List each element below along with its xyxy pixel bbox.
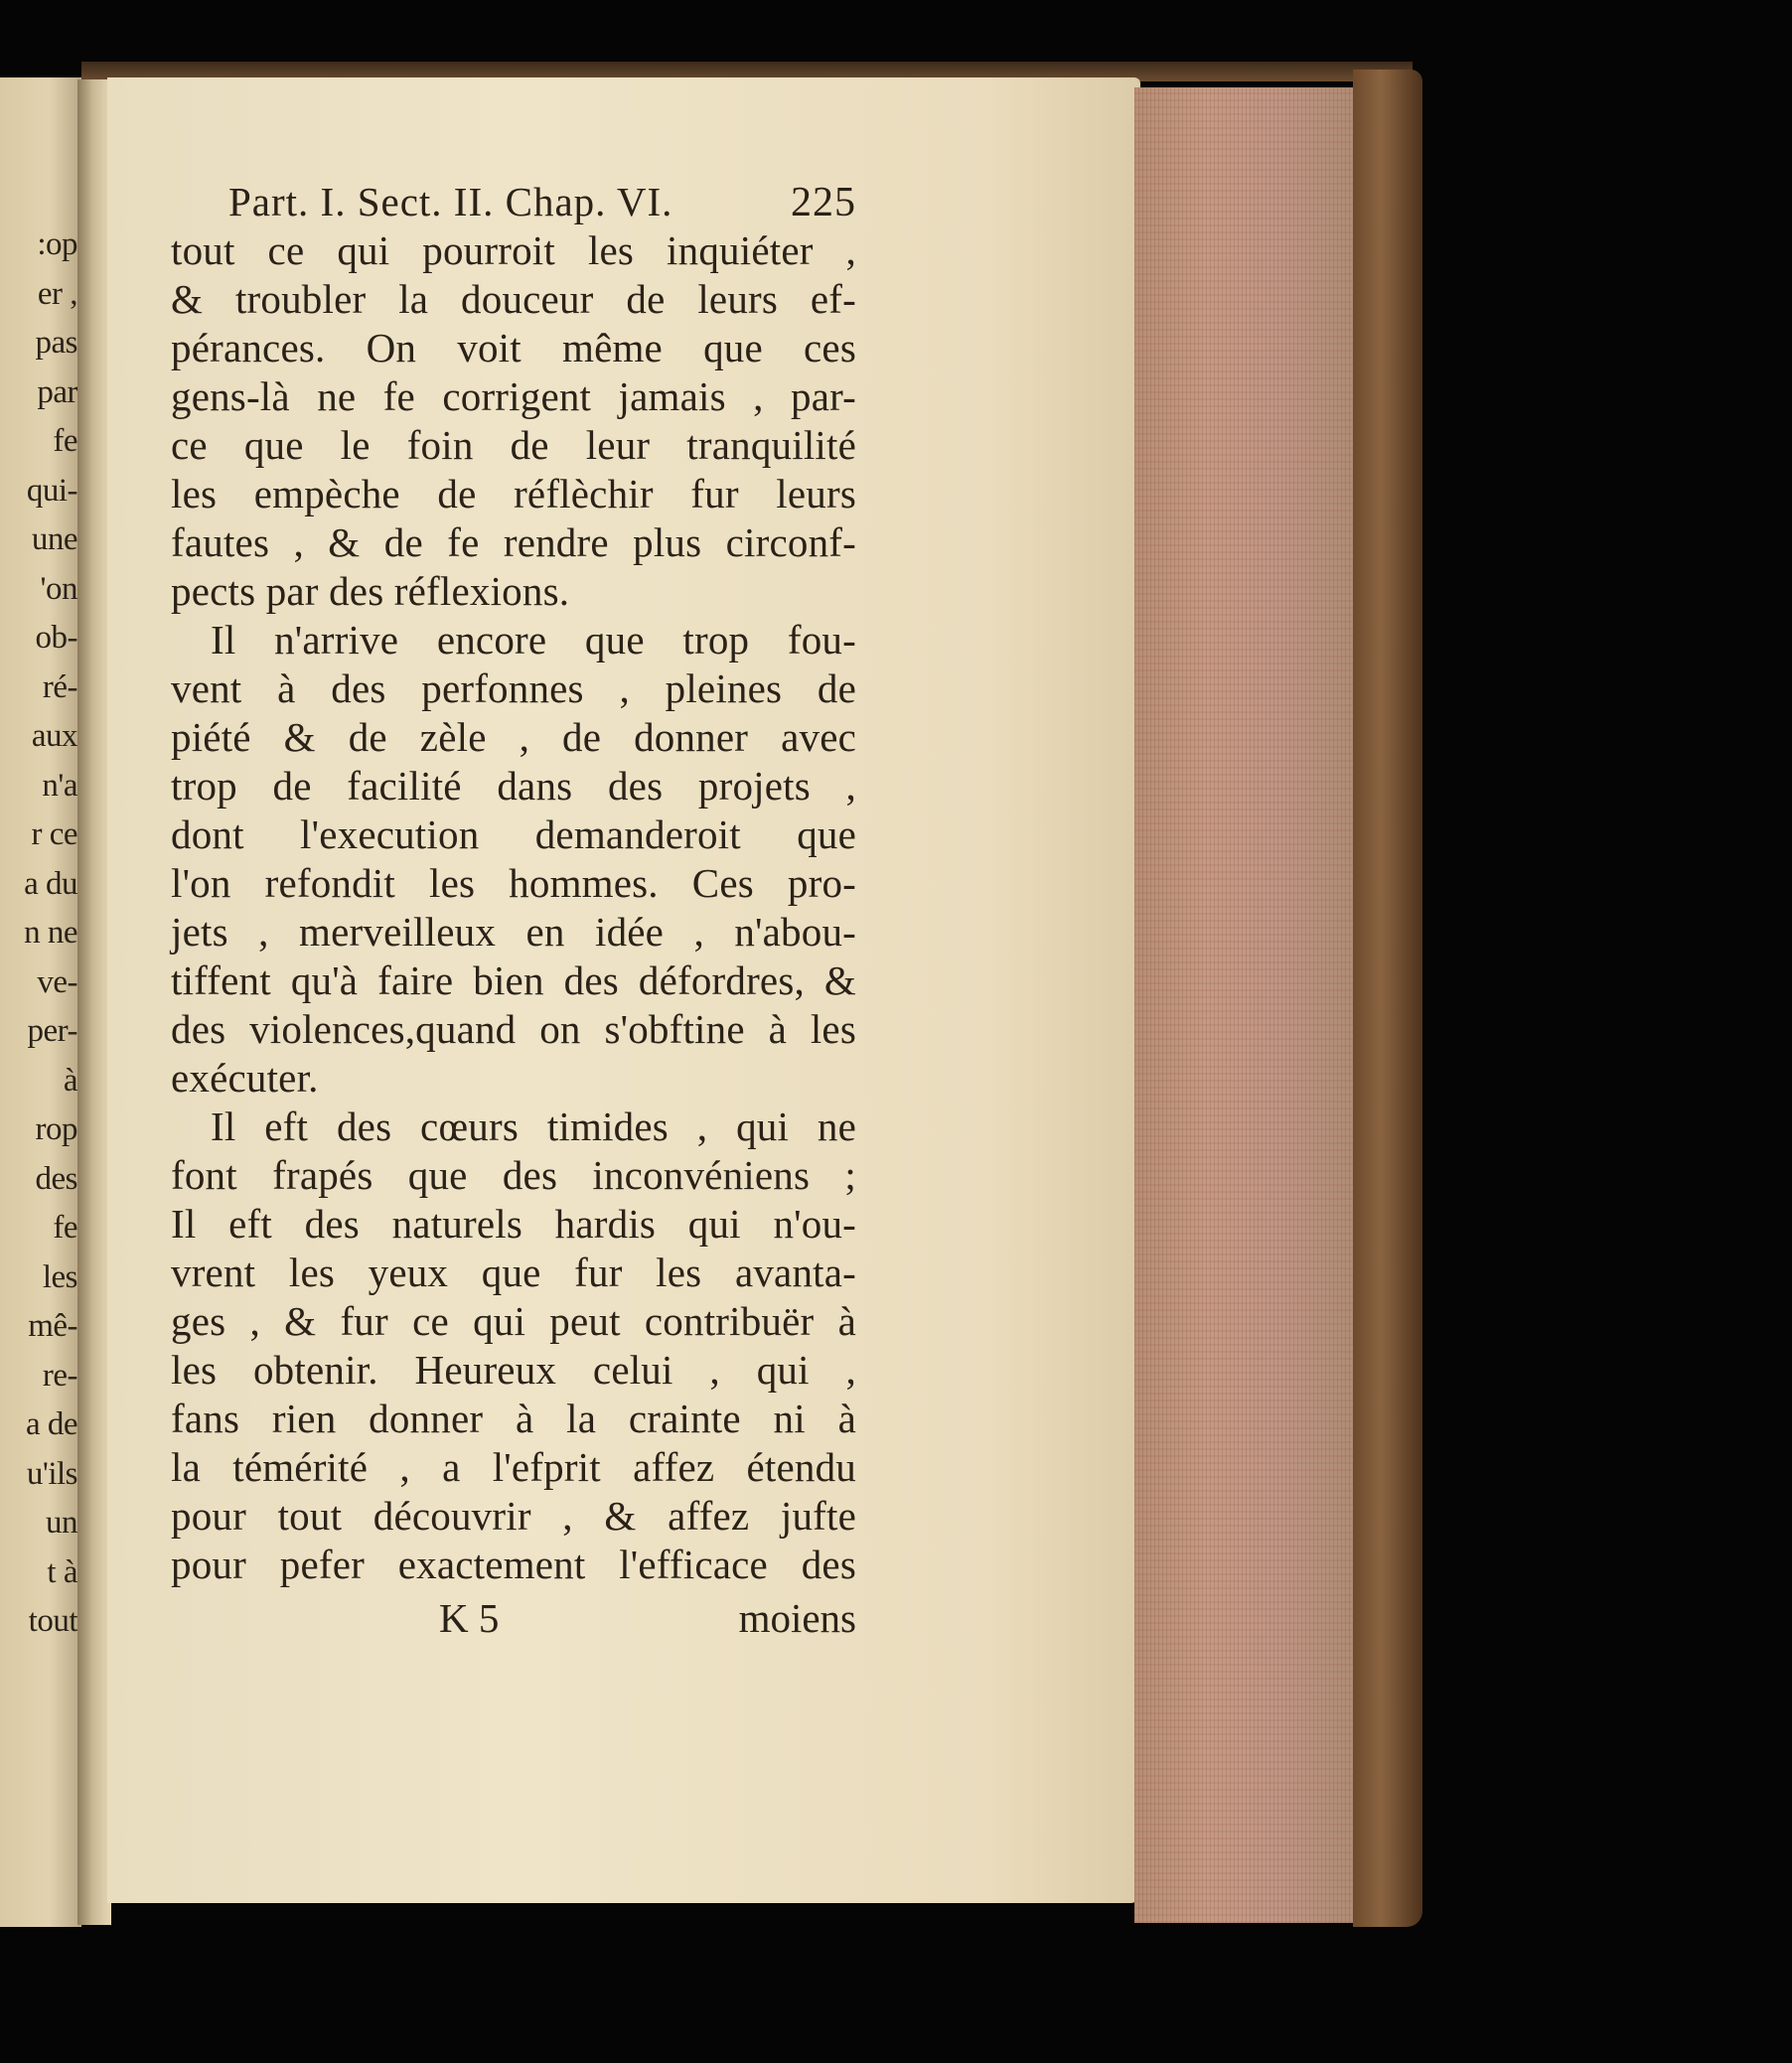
- text-line: fautes , & de fe rendre plus circonf-: [171, 519, 856, 565]
- facing-page-line-fragment: r ce: [31, 816, 77, 852]
- facing-page-line-fragment: u'ils: [26, 1455, 77, 1492]
- text-line: gens-là ne fe corrigent jamais , par-: [171, 373, 856, 419]
- text-line: pects par des réflexions.: [171, 568, 570, 614]
- text-line: piété & de zèle , de donner avec: [171, 714, 856, 760]
- facing-page-line-fragment: les: [42, 1258, 77, 1295]
- text-line: fans rien donner à la crainte ni à: [171, 1396, 856, 1441]
- text-line: trop de facilité dans des projets ,: [171, 763, 856, 809]
- text-line: & troubler la douceur de leurs ef-: [171, 276, 856, 322]
- facing-page-line-fragment: tout: [28, 1603, 77, 1639]
- text-line: jets , merveilleux en idée , n'abou-: [171, 909, 856, 955]
- text-line: tiffent qu'à faire bien des défordres, &: [171, 958, 856, 1003]
- text-line: ges , & fur ce qui peut contribuër à: [171, 1298, 856, 1344]
- text-line: dont l'execution demanderoit que: [171, 811, 856, 857]
- facing-page-line-fragment: aux: [31, 718, 77, 754]
- facing-page-line-fragment: fe: [53, 423, 77, 459]
- facing-page-line-fragment: n'a: [42, 767, 77, 804]
- text-line: vent à des perfonnes , pleines de: [171, 665, 856, 711]
- text-line: ce que le foin de leur tranquilité: [171, 422, 856, 468]
- facing-page-line-fragment: pas: [35, 325, 77, 361]
- facing-page-line-fragment: mê-: [28, 1308, 77, 1344]
- facing-page-line-fragment: n ne: [24, 915, 77, 951]
- gutter-shadow: [77, 79, 111, 1925]
- text-line: vrent les yeux que fur les avanta-: [171, 1250, 856, 1295]
- text-line: Il n'arrive encore que trop fou-: [211, 617, 856, 663]
- running-head: [171, 177, 856, 226]
- facing-page-line-fragment: 'on: [40, 570, 77, 607]
- book-cover-edge: [1353, 70, 1422, 1927]
- page-edges: [1134, 87, 1373, 1923]
- facing-page-line-fragment: :op: [37, 226, 77, 262]
- text-line: pour tout découvrir , & affez jufte: [171, 1493, 856, 1539]
- text-line: exécuter.: [171, 1055, 319, 1101]
- text-line: les empèche de réflèchir fur leurs: [171, 471, 856, 516]
- facing-page-line-fragment: un: [46, 1505, 77, 1541]
- facing-page-line-fragment: ré-: [42, 668, 77, 705]
- facing-page-line-fragment: des: [35, 1160, 77, 1197]
- text-line: pérances. On voit même que ces: [171, 325, 856, 370]
- running-head-title: Part. I. Sect. II. Chap. VI.: [228, 179, 673, 224]
- catchword: moiens: [738, 1595, 856, 1641]
- facing-page-line-fragment: t à: [47, 1553, 77, 1590]
- facing-page-line-fragment: qui-: [26, 472, 77, 509]
- facing-page-line-fragment: fe: [53, 1210, 77, 1246]
- facing-page-line-fragment: a de: [25, 1406, 77, 1442]
- text-line: font frapés que des inconvéniens ;: [171, 1152, 856, 1198]
- facing-page-line-fragment: à: [63, 1062, 77, 1099]
- text-line: la témérité , a l'efprit affez étendu: [171, 1444, 856, 1490]
- text-line: Il eft des cœurs timides , qui ne: [211, 1104, 856, 1149]
- facing-page-line-fragment: per-: [27, 1013, 77, 1049]
- page-number: 225: [791, 180, 856, 225]
- page-footer: [171, 1593, 856, 1643]
- text-line: des violences,quand on s'obftine à les: [171, 1006, 856, 1052]
- facing-page-line-fragment: ve-: [37, 963, 77, 1000]
- facing-page-fragment: [0, 77, 81, 1927]
- facing-page-line-fragment: er ,: [37, 275, 77, 312]
- facing-page-line-fragment: une: [31, 521, 77, 557]
- facing-page-line-fragment: a du: [24, 865, 77, 902]
- text-line: tout ce qui pourroit les inquiéter ,: [171, 227, 856, 273]
- facing-page-line-fragment: par: [37, 373, 77, 410]
- facing-page-line-fragment: re-: [42, 1357, 77, 1394]
- facing-page-line-fragment: ob-: [35, 620, 77, 656]
- facing-page-line-fragment: rop: [35, 1111, 77, 1147]
- text-line: l'on refondit les hommes. Ces pro-: [171, 860, 856, 906]
- text-line: Il eft des naturels hardis qui n'ou-: [171, 1201, 856, 1247]
- page-text-block: [171, 177, 856, 1643]
- signature-mark: K 5: [439, 1595, 500, 1641]
- text-line: les obtenir. Heureux celui , qui ,: [171, 1347, 856, 1393]
- text-line: pour pefer exactement l'efficace des: [171, 1542, 856, 1587]
